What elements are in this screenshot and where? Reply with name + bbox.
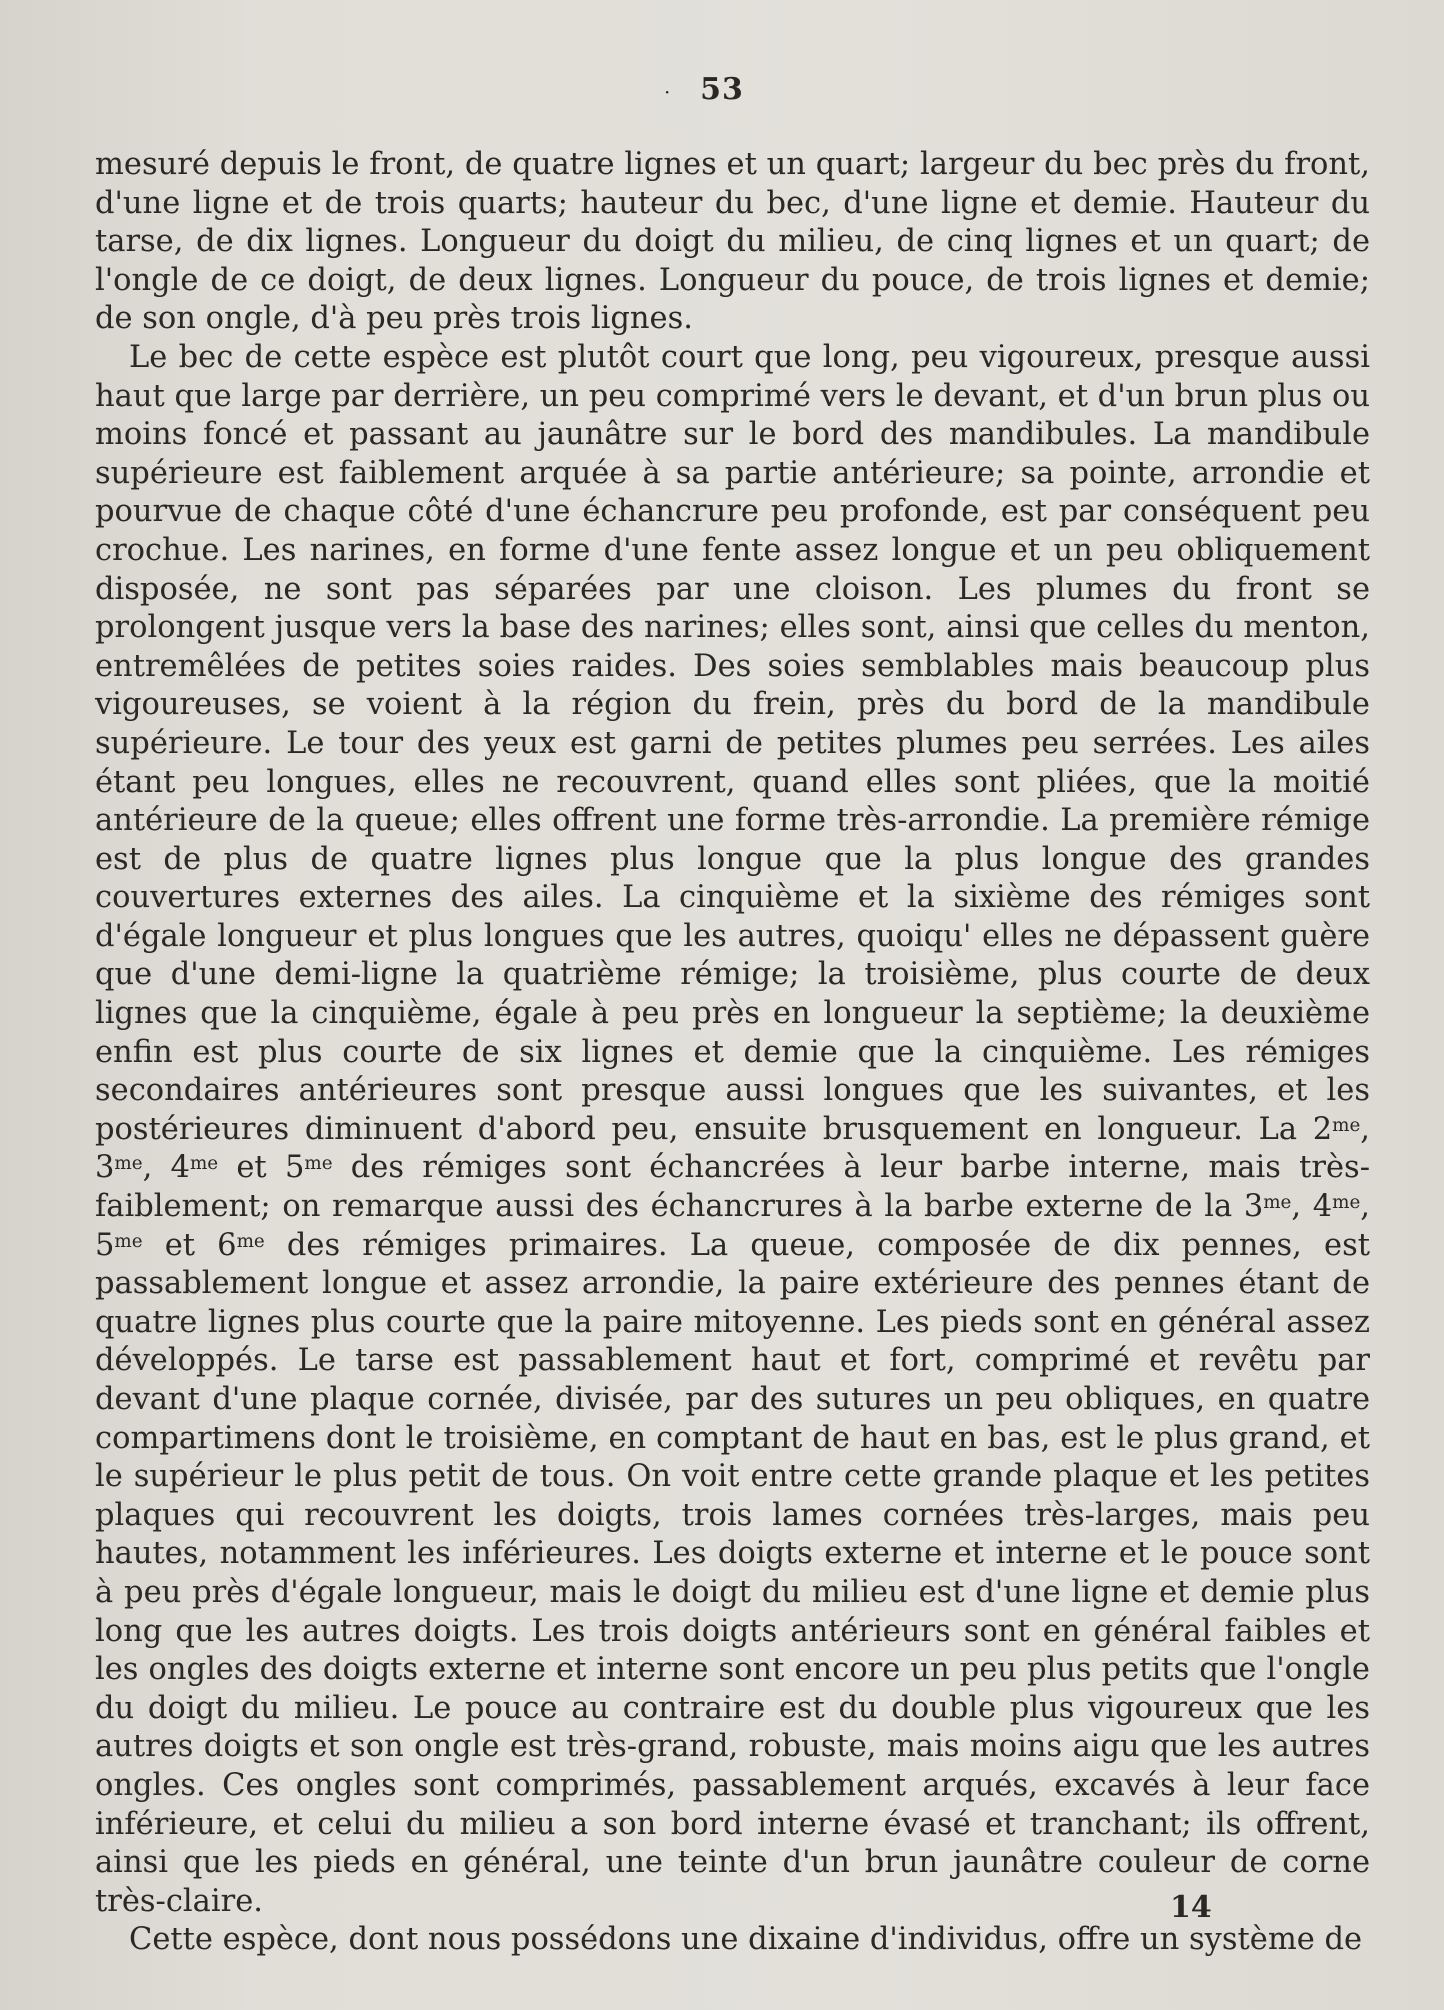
page-number: 53 [700,72,744,107]
body-text [95,146,1370,1960]
signature-mark: 14 [1170,1890,1212,1925]
paragraph-3: Cette espèce, dont nous possédons une dixaine d'individus, offre un système de [129,1922,1363,1958]
paragraph-1: mesuré depuis le front, de quatre lignes et un quart; largeur du bec près du front, d'une ligne et de trois quarts; hauteur du bec, d'une ligne et demie. Hauteur du tarse, de dix lignes. Longueur du doigt du milieu, de cinq lignes et un quart; de l'ongle de ce doigt, de deux lignes. Longueur du pouce, de trois lignes et demie; de son ongle, d'à peu près trois lignes. [95,147,1370,337]
ornament-dot: · [664,80,671,104]
paragraph-2: Le bec de cette espèce est plutôt court que long, peu vigoureux, presque aussi haut que large par derrière, un peu comprimé vers le devant, et d'un brun plus ou moins foncé et passant au jaunâtre sur le bord des mandibules. La mandibule supérieure est faiblement arquée à sa partie antérieure; sa pointe, arrondie et pourvue de chaque côté d'une échancrure peu profonde, est par conséquent peu crochue. Les narines, en forme d'une fente assez longue et un peu obliquement disposée, ne sont pas séparées par une cloison. Les plumes du front se prolongent jusque vers la base des narines; elles sont, ainsi que celles du menton, entremêlées de petites soies raides. Des soies semblables mais beaucoup plus vigoureuses, se voient à la région du frein, près du bord de la mandibule supérieure. Le tour des yeux est garni de petites plumes peu serrées. Les ailes étant peu longues, elles ne recouvrent, quand elles sont pliées, que la moitié antérieure de la queue; elles offrent une forme très-arrondie. La première rémige est de plus de quatre lignes plus longue que la plus longue des grandes couvertures externes des ailes. La cinquième et la sixième des rémiges sont d'égale longueur et plus longues que les autres, quoiqu' elles ne dépassent guère que d'une demi-ligne la quatrième rémige; la troisième, plus courte de deux lignes que la cinquième, égale à peu près en longueur la septième; la deuxième enfin est plus courte de six lignes et demie que la cinquième. Les rémiges secondaires antérieures sont presque aussi longues que les suivantes, et les postérieures diminuent d'abord peu, ensuite brusquement en longueur. La $2^{me}$, $3^{me}$, $4^{me}$ et $5^{me}$ des rémiges sont échancrées à leur barbe interne, mais très-faiblement; on remarque aussi des échancrures à la barbe externe de la $3^{me}$, $4^{me}$, $5^{me}$ et $6^{me}$ des rémiges primaires. La queue, composée de dix pennes, est passablement longue et assez arrondie, la paire extérieure des pennes étant de quatre lignes plus courte que la paire mitoyenne. Les pieds sont en général assez développés. Le tarse est passablement haut et fort, comprimé et revêtu par devant d'une plaque cornée, divisée, par des sutures un peu obliques, en quatre compartimens dont le troisième, en comptant de haut en bas, est le plus grand, et le supérieur le plus petit de tous. On voit entre cette grande plaque et les petites plaques qui recouvrent les doigts, trois lames cornées très-larges, mais peu hautes, notamment les inférieures. Les doigts externe et interne et le pouce sont à peu près d'égale longueur, mais le doigt du milieu est d'une ligne et demie plus long que les autres doigts. Les trois doigts antérieurs sont en général faibles et les ongles des doigts externe et interne sont encore un peu plus petits que l'ongle du doigt du milieu. Le pouce au contraire est du double plus vigoureux que les autres doigts et son ongle est très-grand, robuste, mais moins aigu que les autres ongles. Ces ongles sont comprimés, passablement arqués, excavés à leur face inférieure, et celui du milieu a son bord interne évasé et tranchant; ils offrent, ainsi que les pieds en général, une teinte d'un brun jaunâtre couleur de corne très-claire. [95,339,1371,1919]
